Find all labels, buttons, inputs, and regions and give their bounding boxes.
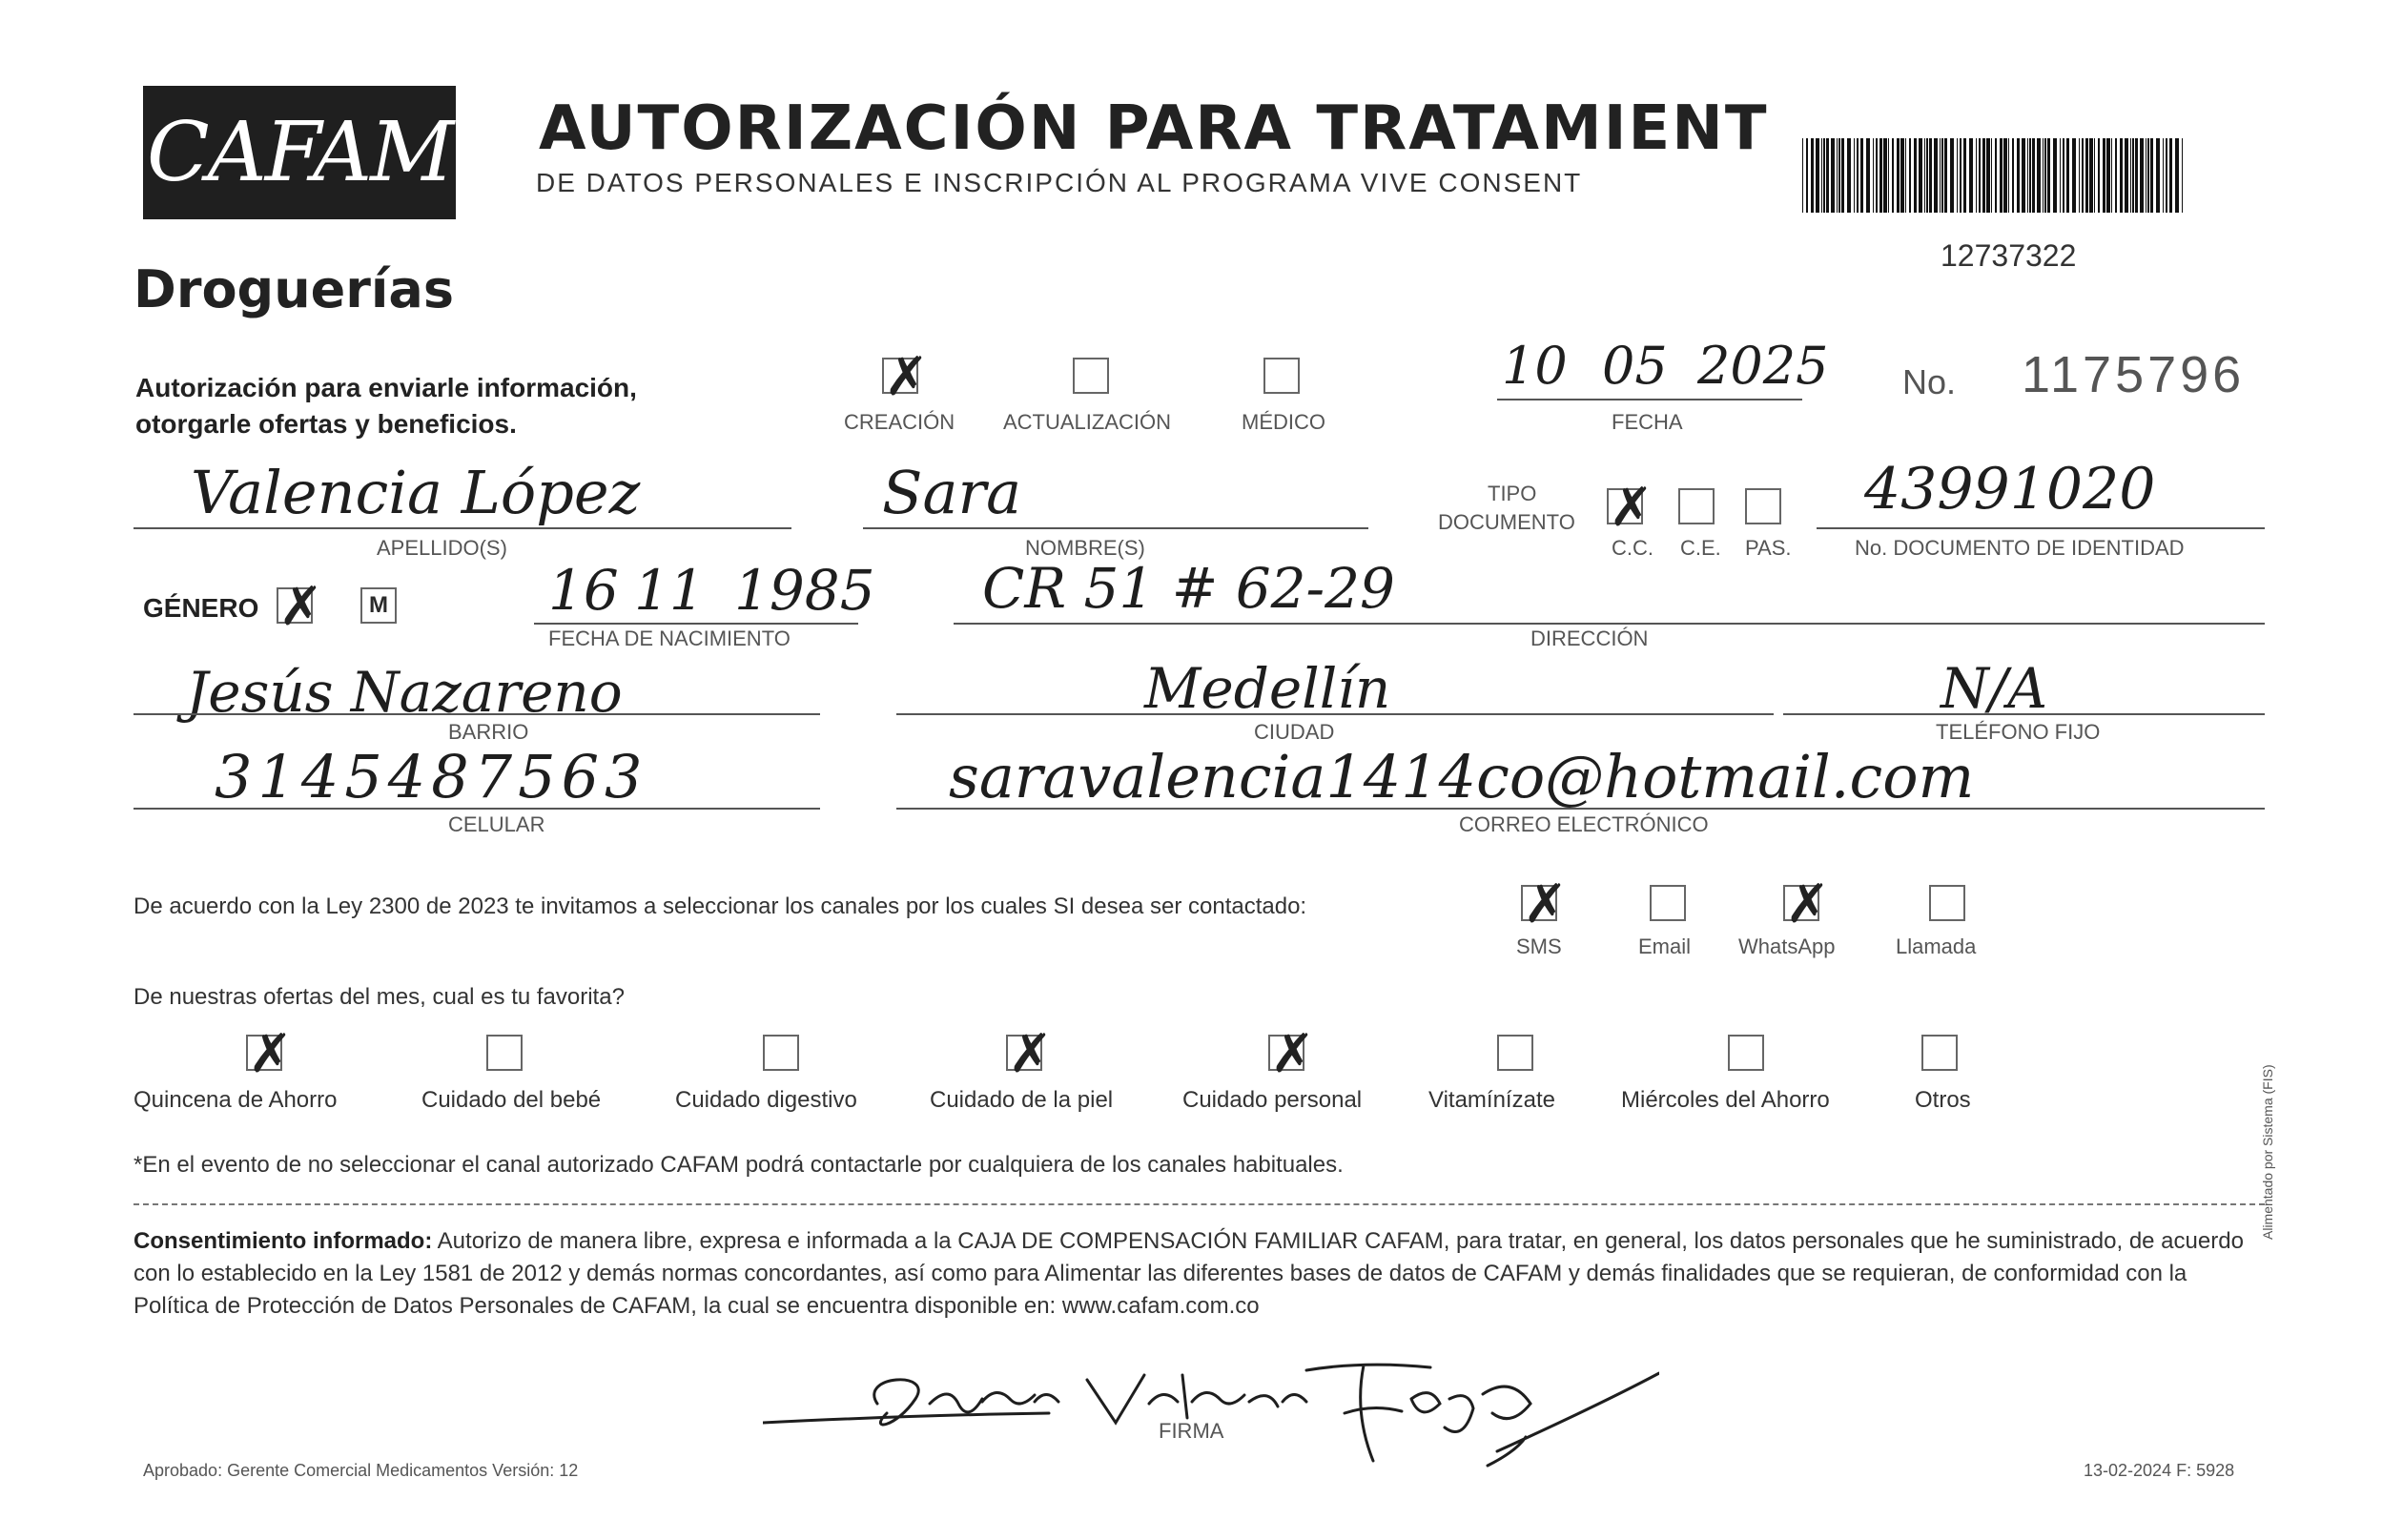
apellidos-underline bbox=[134, 527, 791, 529]
barcode-bar bbox=[2163, 138, 2164, 213]
nacimiento-day[interactable]: 16 bbox=[548, 558, 619, 623]
barcode-bar bbox=[1950, 138, 1954, 213]
barcode-bar bbox=[2111, 138, 2112, 213]
barcode-bar bbox=[2027, 138, 2028, 213]
barcode-bar bbox=[1838, 138, 1840, 213]
barcode-bar bbox=[1924, 138, 1925, 213]
nacimiento-month[interactable]: 11 bbox=[634, 558, 705, 623]
signature-image bbox=[763, 1346, 1659, 1489]
barcode-bar bbox=[1963, 138, 1966, 213]
barcode-bar bbox=[2032, 138, 2035, 213]
barcode-bar bbox=[2098, 138, 2100, 213]
fecha-label: FECHA bbox=[1612, 410, 1683, 434]
actualizacion-label: ACTUALIZACIÓN bbox=[1003, 410, 1172, 434]
barcode-bar bbox=[2017, 138, 2020, 213]
offer-bebe-checkbox[interactable] bbox=[486, 1035, 523, 1071]
pas-label: PAS. bbox=[1745, 536, 1792, 560]
barcode-bar bbox=[2082, 138, 2084, 213]
barcode-bar bbox=[2012, 138, 2014, 213]
barcode-bar bbox=[1995, 138, 1997, 213]
form-number: 1175796 bbox=[2022, 346, 2246, 403]
barcode-bar bbox=[1892, 138, 1894, 213]
offer-digestivo-label: Cuidado digestivo bbox=[675, 1087, 857, 1113]
barcode-bar bbox=[1944, 138, 1947, 213]
barcode-bar bbox=[2022, 138, 2025, 213]
barcode-bar bbox=[1982, 138, 1985, 213]
barcode-bar bbox=[2063, 138, 2064, 213]
barcode-bar bbox=[1979, 138, 1981, 213]
barcode-bar bbox=[2043, 138, 2044, 213]
barcode-bar bbox=[1873, 138, 1874, 213]
barcode-bar bbox=[2120, 138, 2123, 213]
barcode-bar bbox=[1960, 138, 1961, 213]
nombres-value[interactable]: Sara bbox=[882, 458, 1022, 527]
barcode-bar bbox=[1826, 138, 1829, 213]
telefono-label: TELÉFONO FIJO bbox=[1936, 720, 2101, 744]
barcode-bar bbox=[1929, 138, 1932, 213]
barcode-bar bbox=[2156, 138, 2160, 213]
ciudad-value[interactable]: Medellín bbox=[1144, 656, 1391, 721]
celular-underline bbox=[134, 808, 820, 810]
brand-subtitle: Droguerías bbox=[134, 259, 454, 319]
intro-line-1: Autorización para enviarle información, bbox=[135, 373, 637, 402]
barcode-bar bbox=[1860, 138, 1863, 213]
tipo-label: TIPO bbox=[1488, 482, 1537, 505]
direccion-value[interactable]: CR 51 # 62-29 bbox=[982, 556, 1395, 621]
consent-title: Consentimiento informado: bbox=[134, 1228, 433, 1254]
barcode-bar bbox=[1941, 138, 1943, 213]
approved-text: Aprobado: Gerente Comercial Medicamentos Versión: 12 bbox=[143, 1461, 579, 1480]
nombres-underline bbox=[863, 527, 1368, 529]
channels-question: De acuerdo con la Ley 2300 de 2023 te invitamos a seleccionar los canales por los cuales SI desea ser contactado: bbox=[134, 893, 1307, 919]
barrio-underline bbox=[134, 713, 820, 715]
barcode-bar bbox=[1831, 138, 1835, 213]
barcode-bar bbox=[2182, 138, 2183, 213]
barcode-bar bbox=[2166, 138, 2167, 213]
barcode-bar bbox=[1957, 138, 1958, 213]
nombres-label: NOMBRE(S) bbox=[1025, 536, 1145, 560]
celular-label: CELULAR bbox=[448, 812, 545, 836]
barcode-bar bbox=[2150, 138, 2153, 213]
offer-vitaminizate-label: Vitamínízate bbox=[1428, 1087, 1555, 1113]
email-checkbox[interactable] bbox=[1650, 885, 1686, 921]
barcode-bar bbox=[2130, 138, 2131, 213]
offer-miercoles-label: Miércoles del Ahorro bbox=[1621, 1087, 1830, 1113]
correo-label: CORREO ELECTRÓNICO bbox=[1459, 812, 1709, 836]
genero-m-checkbox[interactable]: M bbox=[360, 587, 397, 624]
offer-personal-label: Cuidado personal bbox=[1182, 1087, 1363, 1113]
barcode-bar bbox=[1866, 138, 1870, 213]
ce-label: C.E. bbox=[1680, 536, 1721, 560]
barcode-bar bbox=[1821, 138, 1822, 213]
barcode-bar bbox=[2115, 138, 2117, 213]
genero-label: GÉNERO bbox=[143, 593, 259, 623]
barcode-bar bbox=[2089, 138, 2093, 213]
nacimiento-label: FECHA DE NACIMIENTO bbox=[548, 626, 791, 650]
documento-label: DOCUMENTO bbox=[1438, 510, 1575, 534]
apellidos-label: APELLIDO(S) bbox=[377, 536, 507, 560]
barcode-bar bbox=[1969, 138, 1973, 213]
page-title: AUTORIZACIÓN PARA TRATAMIENT bbox=[539, 93, 1769, 164]
barcode-bar bbox=[2060, 138, 2061, 213]
barcode-bar bbox=[1897, 138, 1900, 213]
barcode-bar bbox=[2106, 138, 2110, 213]
ce-checkbox[interactable] bbox=[1678, 488, 1715, 524]
date-code: 13-02-2024 F: 5928 bbox=[2084, 1461, 2235, 1480]
offer-piel-checkbox[interactable]: ✗ bbox=[1008, 1023, 1053, 1085]
barcode-bar bbox=[1986, 138, 1990, 213]
barcode-bar bbox=[1883, 138, 1887, 213]
intro-text bbox=[135, 370, 637, 442]
barcode-bar bbox=[1847, 138, 1851, 213]
barcode-bar bbox=[2008, 138, 2009, 213]
barcode-bar bbox=[1816, 138, 1819, 213]
offer-personal-checkbox[interactable]: ✗ bbox=[1270, 1023, 1315, 1085]
barcode-bar bbox=[1879, 138, 1882, 213]
nacimiento-year[interactable]: 1985 bbox=[734, 558, 875, 623]
barcode-bar bbox=[1823, 138, 1825, 213]
barcode-bar bbox=[1806, 138, 1808, 213]
correo-underline bbox=[896, 808, 2265, 810]
celular-value[interactable]: 3145487563 bbox=[215, 742, 648, 811]
side-text: Alimentado por Sistema (FIS) bbox=[2260, 1064, 2275, 1240]
llamada-checkbox[interactable] bbox=[1929, 885, 1965, 921]
barcode-bar bbox=[2132, 138, 2134, 213]
offer-bebe-label: Cuidado del bebé bbox=[421, 1087, 602, 1113]
barcode-bar bbox=[2140, 138, 2144, 213]
medico-label: MÉDICO bbox=[1242, 410, 1325, 434]
barcode-bar bbox=[1914, 138, 1917, 213]
email-label: Email bbox=[1638, 934, 1692, 958]
barcode-bar bbox=[1802, 138, 1803, 213]
creacion-label: CREACIÓN bbox=[844, 410, 955, 434]
sms-checkbox[interactable]: ✗ bbox=[1523, 873, 1568, 935]
firma-label: FIRMA bbox=[1159, 1419, 1224, 1443]
barcode-bar bbox=[2044, 138, 2046, 213]
offer-otros-checkbox[interactable] bbox=[1921, 1035, 1958, 1071]
barcode-bar bbox=[1905, 138, 1906, 213]
channel-note: *En el evento de no seleccionar el canal autorizado CAFAM podrá contactarle por cualquiera de los canales habituales. bbox=[134, 1152, 1344, 1178]
cc-checkbox[interactable]: ✗ bbox=[1609, 477, 1653, 539]
direccion-underline bbox=[954, 623, 2265, 625]
consent-text: Autorizo de manera libre, expresa e informada a la CAJA DE COMPENSACIÓN FAMILIAR CAFAM, para tratar, en general, los datos personales que he suministrado, de acuerdo con lo establecido en la Ley 1581 de 2012 y demás normas concordantes, así como para Alimentar las diferentes bases de datos de CAFAM y demás finalidades que se requieran, de conformidad con la Política de Protección de Datos Personales de CAFAM, la cual se encuentra disponible en: www.cafam.com.co bbox=[134, 1228, 2244, 1319]
consent-paragraph bbox=[134, 1225, 2260, 1323]
barcode-bar bbox=[2047, 138, 2050, 213]
offer-otros-label: Otros bbox=[1915, 1087, 1971, 1113]
barcode-bar bbox=[1841, 138, 1844, 213]
barrio-label: BARRIO bbox=[448, 720, 529, 744]
offers-question: De nuestras ofertas del mes, cual es tu favorita? bbox=[134, 984, 625, 1010]
pas-checkbox[interactable] bbox=[1745, 488, 1781, 524]
no-label: No. bbox=[1902, 362, 1957, 401]
offer-vitaminizate-checkbox[interactable] bbox=[1497, 1035, 1533, 1071]
documento-underline bbox=[1817, 527, 2265, 529]
documento-number-label: No. DOCUMENTO DE IDENTIDAD bbox=[1855, 536, 2185, 560]
barcode-bar bbox=[2029, 138, 2031, 213]
barcode-bar bbox=[2125, 138, 2128, 213]
barcode-bar bbox=[2066, 138, 2069, 213]
barcode-image bbox=[1802, 138, 2188, 213]
telefono-value[interactable]: N/A bbox=[1941, 656, 2048, 721]
fecha-underline bbox=[1497, 399, 1802, 400]
barcode-bar bbox=[1888, 138, 1889, 213]
barcode-bar bbox=[1926, 138, 1928, 213]
intro-line-2: otorgarle ofertas y beneficios. bbox=[135, 409, 517, 439]
barcode-bar bbox=[2169, 138, 2172, 213]
ciudad-label: CIUDAD bbox=[1254, 720, 1335, 744]
whatsapp-checkbox[interactable]: ✗ bbox=[1785, 873, 1830, 935]
barcode-bar bbox=[2000, 138, 2002, 213]
barcode-bar bbox=[2135, 138, 2138, 213]
barcode-bar bbox=[1934, 138, 1938, 213]
barcode-bar bbox=[1857, 138, 1859, 213]
barcode-bar bbox=[2079, 138, 2080, 213]
barcode-bar bbox=[2147, 138, 2149, 213]
barcode-bar bbox=[1811, 138, 1814, 213]
direccion-label: DIRECCIÓN bbox=[1530, 626, 1649, 650]
offer-piel-label: Cuidado de la piel bbox=[930, 1087, 1114, 1113]
barcode-bar bbox=[2037, 138, 2041, 213]
documento-value[interactable]: 43991020 bbox=[1864, 456, 2156, 523]
offer-quincena-checkbox[interactable]: ✗ bbox=[248, 1023, 293, 1085]
correo-value[interactable]: saravalencia1414co@hotmail.com bbox=[949, 742, 1975, 811]
offer-quincena-label: Quincena de Ahorro bbox=[134, 1087, 338, 1113]
creacion-checkbox[interactable]: ✗ bbox=[884, 346, 929, 408]
offer-miercoles-checkbox[interactable] bbox=[1728, 1035, 1764, 1071]
nacimiento-underline bbox=[534, 623, 858, 625]
barrio-value[interactable]: Jesús Nazareno bbox=[186, 660, 623, 725]
telefono-underline bbox=[1783, 713, 2265, 715]
barcode-bar bbox=[1909, 138, 1911, 213]
barcode-bar bbox=[2072, 138, 2076, 213]
barcode-bar bbox=[1919, 138, 1922, 213]
genero-f-checkbox[interactable]: ✗ bbox=[278, 576, 323, 638]
barcode-bar bbox=[1991, 138, 1992, 213]
fecha-day[interactable]: 10 bbox=[1502, 336, 1568, 396]
sms-label: SMS bbox=[1516, 934, 1562, 958]
whatsapp-label: WhatsApp bbox=[1738, 934, 1836, 958]
cafam-logo: CAFAM bbox=[143, 86, 456, 219]
page-subtitle: DE DATOS PERSONALES E INSCRIPCIÓN AL PROGRAMA VIVE CONSENT bbox=[536, 168, 1583, 197]
barcode-bar bbox=[1876, 138, 1878, 213]
actualizacion-checkbox[interactable] bbox=[1073, 358, 1109, 394]
barcode-bar bbox=[2003, 138, 2007, 213]
cc-label: C.C. bbox=[1612, 536, 1653, 560]
barcode-bar bbox=[2085, 138, 2088, 213]
apellidos-value[interactable]: Valencia López bbox=[191, 458, 641, 527]
barcode-bar bbox=[2103, 138, 2105, 213]
barcode-bar bbox=[1900, 138, 1904, 213]
barcode-bar bbox=[2175, 138, 2179, 213]
barcode-number: 12737322 bbox=[1941, 238, 2077, 273]
barcode-bar bbox=[1854, 138, 1855, 213]
barcode-bar bbox=[1940, 138, 1941, 213]
barcode-bar bbox=[1976, 138, 1977, 213]
offer-digestivo-checkbox[interactable] bbox=[763, 1035, 799, 1071]
fecha-month[interactable]: 05 bbox=[1602, 336, 1668, 396]
barcode-bar bbox=[2094, 138, 2095, 213]
medico-checkbox[interactable] bbox=[1263, 358, 1300, 394]
ciudad-underline bbox=[896, 713, 1774, 715]
barcode-bar bbox=[2053, 138, 2057, 213]
fecha-year[interactable]: 2025 bbox=[1697, 336, 1829, 396]
section-divider bbox=[134, 1203, 2265, 1205]
llamada-label: Llamada bbox=[1896, 934, 1977, 958]
barcode-bar bbox=[1837, 138, 1838, 213]
